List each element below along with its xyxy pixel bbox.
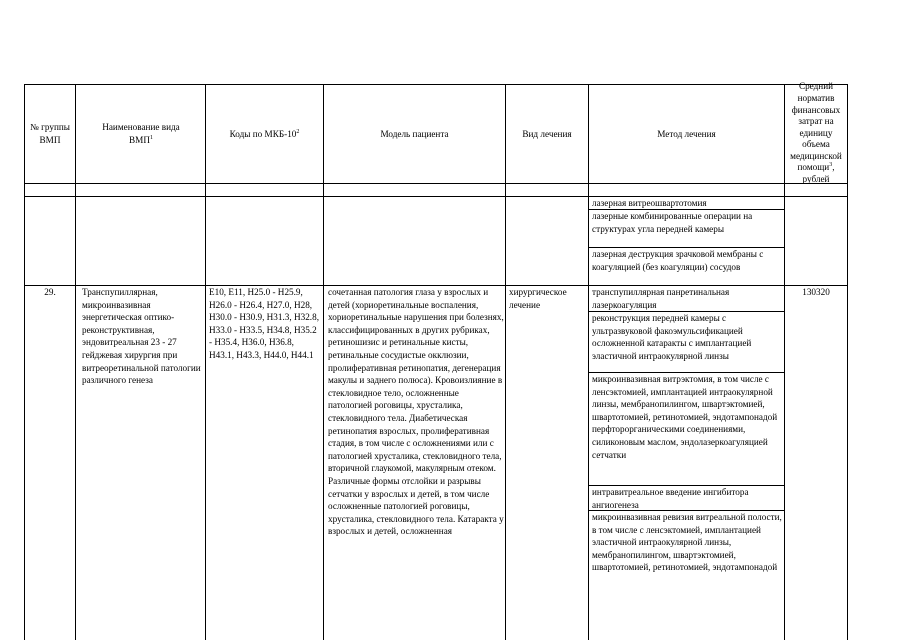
row-29-method-1 (592, 286, 762, 311)
row-29-patient-model (328, 286, 504, 640)
continuation-method-3 (592, 248, 772, 273)
header-patient-model-text: Модель пациента (380, 128, 449, 139)
continuation-method-2 (592, 210, 782, 235)
col-border (847, 84, 848, 640)
row-29-method-5 (592, 511, 782, 574)
header-icd-codes-footnote: 2 (296, 128, 300, 135)
col-border (323, 84, 324, 640)
header-icd-codes-main: Коды по МКБ-10 (229, 128, 297, 139)
row-29-cost (787, 286, 845, 299)
row-29-method-4 (592, 486, 782, 511)
row-29-cost-text: 130320 (802, 287, 830, 297)
row-29-treatment-type-text: хирургическое лечение (509, 287, 567, 310)
continuation-method-1 (592, 197, 782, 210)
col-border (505, 84, 506, 640)
row-29-vmp-name-text: Транспупиллярная, микроинвазивная энергетическая оптико-реконструктивная, эндовитреальная 23 - 27 гейджевая хирургия при витреоретинальной патологии различного генеза (82, 287, 201, 386)
col-border (205, 84, 206, 640)
header-icd-codes-text (230, 128, 300, 141)
header-average-cost-footnote: 3 (829, 162, 833, 169)
header-icd-codes (208, 86, 321, 182)
header-vmp-name-text (91, 121, 191, 146)
table-top-border (24, 84, 847, 85)
continuation-method-1-text: лазерная витреошвартотомия (592, 198, 707, 208)
row-29-icd-codes (209, 286, 320, 362)
row-29-method-2 (592, 312, 782, 362)
header-patient-model (326, 86, 503, 182)
col-border (24, 84, 25, 640)
header-treatment-method (591, 86, 782, 182)
continuation-method-2-text: лазерные комбинированные операции на структурах угла передней камеры (592, 211, 753, 234)
header-treatment-type-text: Вид лечения (522, 128, 572, 139)
row-29-method-1-text: транспупиллярная панретинальная лазеркоагуляция (592, 287, 730, 310)
header-bottom-border (24, 183, 847, 184)
header-average-cost (787, 81, 845, 185)
header-group-number-text: № группы ВМП (30, 122, 70, 145)
row-29-method-4-text: интравитреальное введение ингибитора ангиогенеза (592, 487, 749, 510)
header-vmp-name (80, 86, 202, 182)
row-29-vmp-name (82, 286, 204, 387)
row-29-method-5-text: микроинвазивная ревизия витреальной полости, в том числе с ленсэктомией, имплантацией эластичной интраокулярной линзы, мембранопилингом, швартэктомией, швартотомией, ретинотомией, эндотампонадой (592, 512, 782, 573)
header-average-cost-tail: , рублей (802, 162, 835, 185)
header-group-number (27, 86, 73, 182)
row-29-patient-model-text: сочетанная патология глаза у взрослых и детей (хориоретинальные воспаления, хориоретинальные нарушения при болезнях, классифицированных в других рубриках, ретиношизис и ретинальные кисты, ретинальные сосудистые окклюзии, пролиферативная ретинопатия, дегенерация макулы и заднего полюса). Кровоизлияние в стекловидное тело, осложненные патологией роговицы, хрусталика, стекловидного тела. Диабетическая ретинопатия взрослых, пролиферативная стадия, в том числе с осложнениями или с патологией хрусталика, стекловидного тела, вторичной глаукомой, макулярным отеком. Различные формы отслойки и разрывы сетчатки у взрослых и детей, в том числе осложненные патологией роговицы, хрусталика, стекловидного тела. Катаракта у взрослых и детей, осложненная (328, 287, 504, 537)
row-29-number (27, 286, 73, 299)
header-average-cost-main: Средний норматив финансовых затрат на единицу объема медицинской помощи (790, 81, 842, 173)
row-29-method-2-text: реконструкция передней камеры с ультразвуковой факоэмульсификацией осложненной катаракты с имплантацией эластичной интраокулярной линзы (592, 313, 752, 361)
row-29-method-3-text: микроинвазивная витрэктомия, в том числе с ленсэктомией, имплантацией интраокулярной линзы, мембранопилингом, швартэктомией, швартотомией, ретинотомией, эндотампонадой перфторорганическими соединениями, силиконовым маслом, эндолазеркоагуляцией сетчатки (592, 374, 778, 460)
continuation-method-3-text: лазерная деструкция зрачковой мембраны с коагуляцией (без коагуляции) сосудов (592, 249, 764, 272)
col-border (588, 84, 589, 640)
header-vmp-name-footnote: 1 (149, 134, 153, 141)
header-vmp-name-main: Наименование вида ВМП (102, 122, 180, 145)
header-treatment-type (508, 86, 586, 182)
row-29-treatment-type (509, 286, 587, 311)
row-29-method-3 (592, 373, 782, 461)
col-border (784, 84, 785, 640)
row-29-number-text: 29. (44, 287, 56, 297)
col-border (75, 84, 76, 640)
row-29-icd-codes-text: E10, E11, H25.0 - H25.9, H26.0 - H26.4, H27.0, H28, H30.0 - H30.9, H31.3, H32.8, H33.0 - H33.5, H34.8, H35.2 - H35.4, H36.0, H36.8, H43.1, H43.3, H44.0, H44.1 (209, 287, 319, 360)
header-treatment-method-text: Метод лечения (657, 128, 716, 139)
header-average-cost-text (787, 81, 845, 185)
